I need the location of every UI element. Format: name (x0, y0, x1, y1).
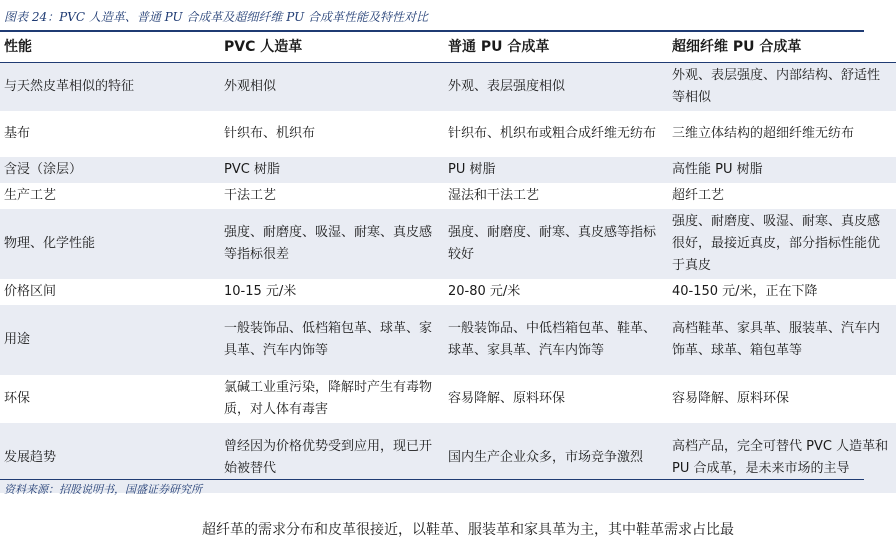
table-row (0, 63, 896, 112)
pu-cell: 容易降解、原料环保 (444, 375, 668, 423)
table-header-row (0, 32, 896, 63)
table-row (0, 111, 896, 157)
pu-cell: 国内生产企业众多，市场竞争激烈 (444, 423, 668, 493)
table-bottom-divider (0, 479, 864, 480)
pvc-cell: 10-15 元/米 (220, 279, 444, 305)
row-label: 与天然皮革相似的特征 (0, 63, 220, 112)
pvc-cell: 一般装饰品、低档箱包革、球革、家具革、汽车内饰等 (220, 305, 444, 375)
microfiber-cell: 外观、表层强度、内部结构、舒适性等相似 (668, 63, 896, 112)
row-label: 含浸（涂层） (0, 157, 220, 183)
comparison-table (0, 32, 896, 493)
pvc-cell: 强度、耐磨度、吸湿、耐寒、真皮感等指标很差 (220, 209, 444, 279)
row-label: 生产工艺 (0, 183, 220, 209)
header-microfiber-pu: 超细纤维 PU 合成革 (668, 32, 896, 63)
body-paragraph: 超纤革的需求分布和皮革很接近，以鞋革、服装革和家具革为主，其中鞋革需求占比最 (202, 522, 734, 538)
pvc-cell: 氯碱工业重污染，降解时产生有毒物质，对人体有毒害 (220, 375, 444, 423)
header-pu: 普通 PU 合成革 (444, 32, 668, 63)
table-row (0, 183, 896, 209)
pu-cell: 强度、耐磨度、耐寒、真皮感等指标较好 (444, 209, 668, 279)
table-row (0, 375, 896, 423)
row-label: 发展趋势 (0, 423, 220, 493)
pvc-cell: 针织布、机织布 (220, 111, 444, 157)
row-label: 用途 (0, 305, 220, 375)
pvc-cell: PVC 树脂 (220, 157, 444, 183)
pu-cell: 湿法和干法工艺 (444, 183, 668, 209)
pvc-cell: 曾经因为价格优势受到应用，现已开始被替代 (220, 423, 444, 493)
microfiber-cell: 强度、耐磨度、吸湿、耐寒、真皮感很好，最接近真皮，部分指标性能优于真皮 (668, 209, 896, 279)
microfiber-cell: 高性能 PU 树脂 (668, 157, 896, 183)
table-row (0, 157, 896, 183)
pu-cell: 外观、表层强度相似 (444, 63, 668, 112)
pvc-cell: 干法工艺 (220, 183, 444, 209)
pu-cell: PU 树脂 (444, 157, 668, 183)
row-label: 环保 (0, 375, 220, 423)
row-label: 价格区间 (0, 279, 220, 305)
figure-title: 图表 24：PVC 人造革、普通 PU 合成革及超细纤维 PU 合成革性能及特性对比 (4, 10, 429, 24)
row-label: 物理、化学性能 (0, 209, 220, 279)
table-row (0, 279, 896, 305)
microfiber-cell: 高档产品，完全可替代 PVC 人造革和 PU 合成革，是未来市场的主导 (668, 423, 896, 493)
microfiber-cell: 高档鞋革、家具革、服装革、汽车内饰革、球革、箱包革等 (668, 305, 896, 375)
microfiber-cell: 超纤工艺 (668, 183, 896, 209)
pu-cell: 20-80 元/米 (444, 279, 668, 305)
microfiber-cell: 容易降解、原料环保 (668, 375, 896, 423)
pu-cell: 一般装饰品、中低档箱包革、鞋革、球革、家具革、汽车内饰等 (444, 305, 668, 375)
pvc-cell: 外观相似 (220, 63, 444, 112)
microfiber-cell: 40-150 元/米，正在下降 (668, 279, 896, 305)
header-property: 性能 (0, 32, 220, 63)
row-label: 基布 (0, 111, 220, 157)
header-pvc: PVC 人造革 (220, 32, 444, 63)
table-row (0, 305, 896, 375)
source-note: 资料来源：招股说明书，国盛证券研究所 (4, 483, 202, 496)
table-row (0, 209, 896, 279)
microfiber-cell: 三维立体结构的超细纤维无纺布 (668, 111, 896, 157)
pu-cell: 针织布、机织布或粗合成纤维无纺布 (444, 111, 668, 157)
